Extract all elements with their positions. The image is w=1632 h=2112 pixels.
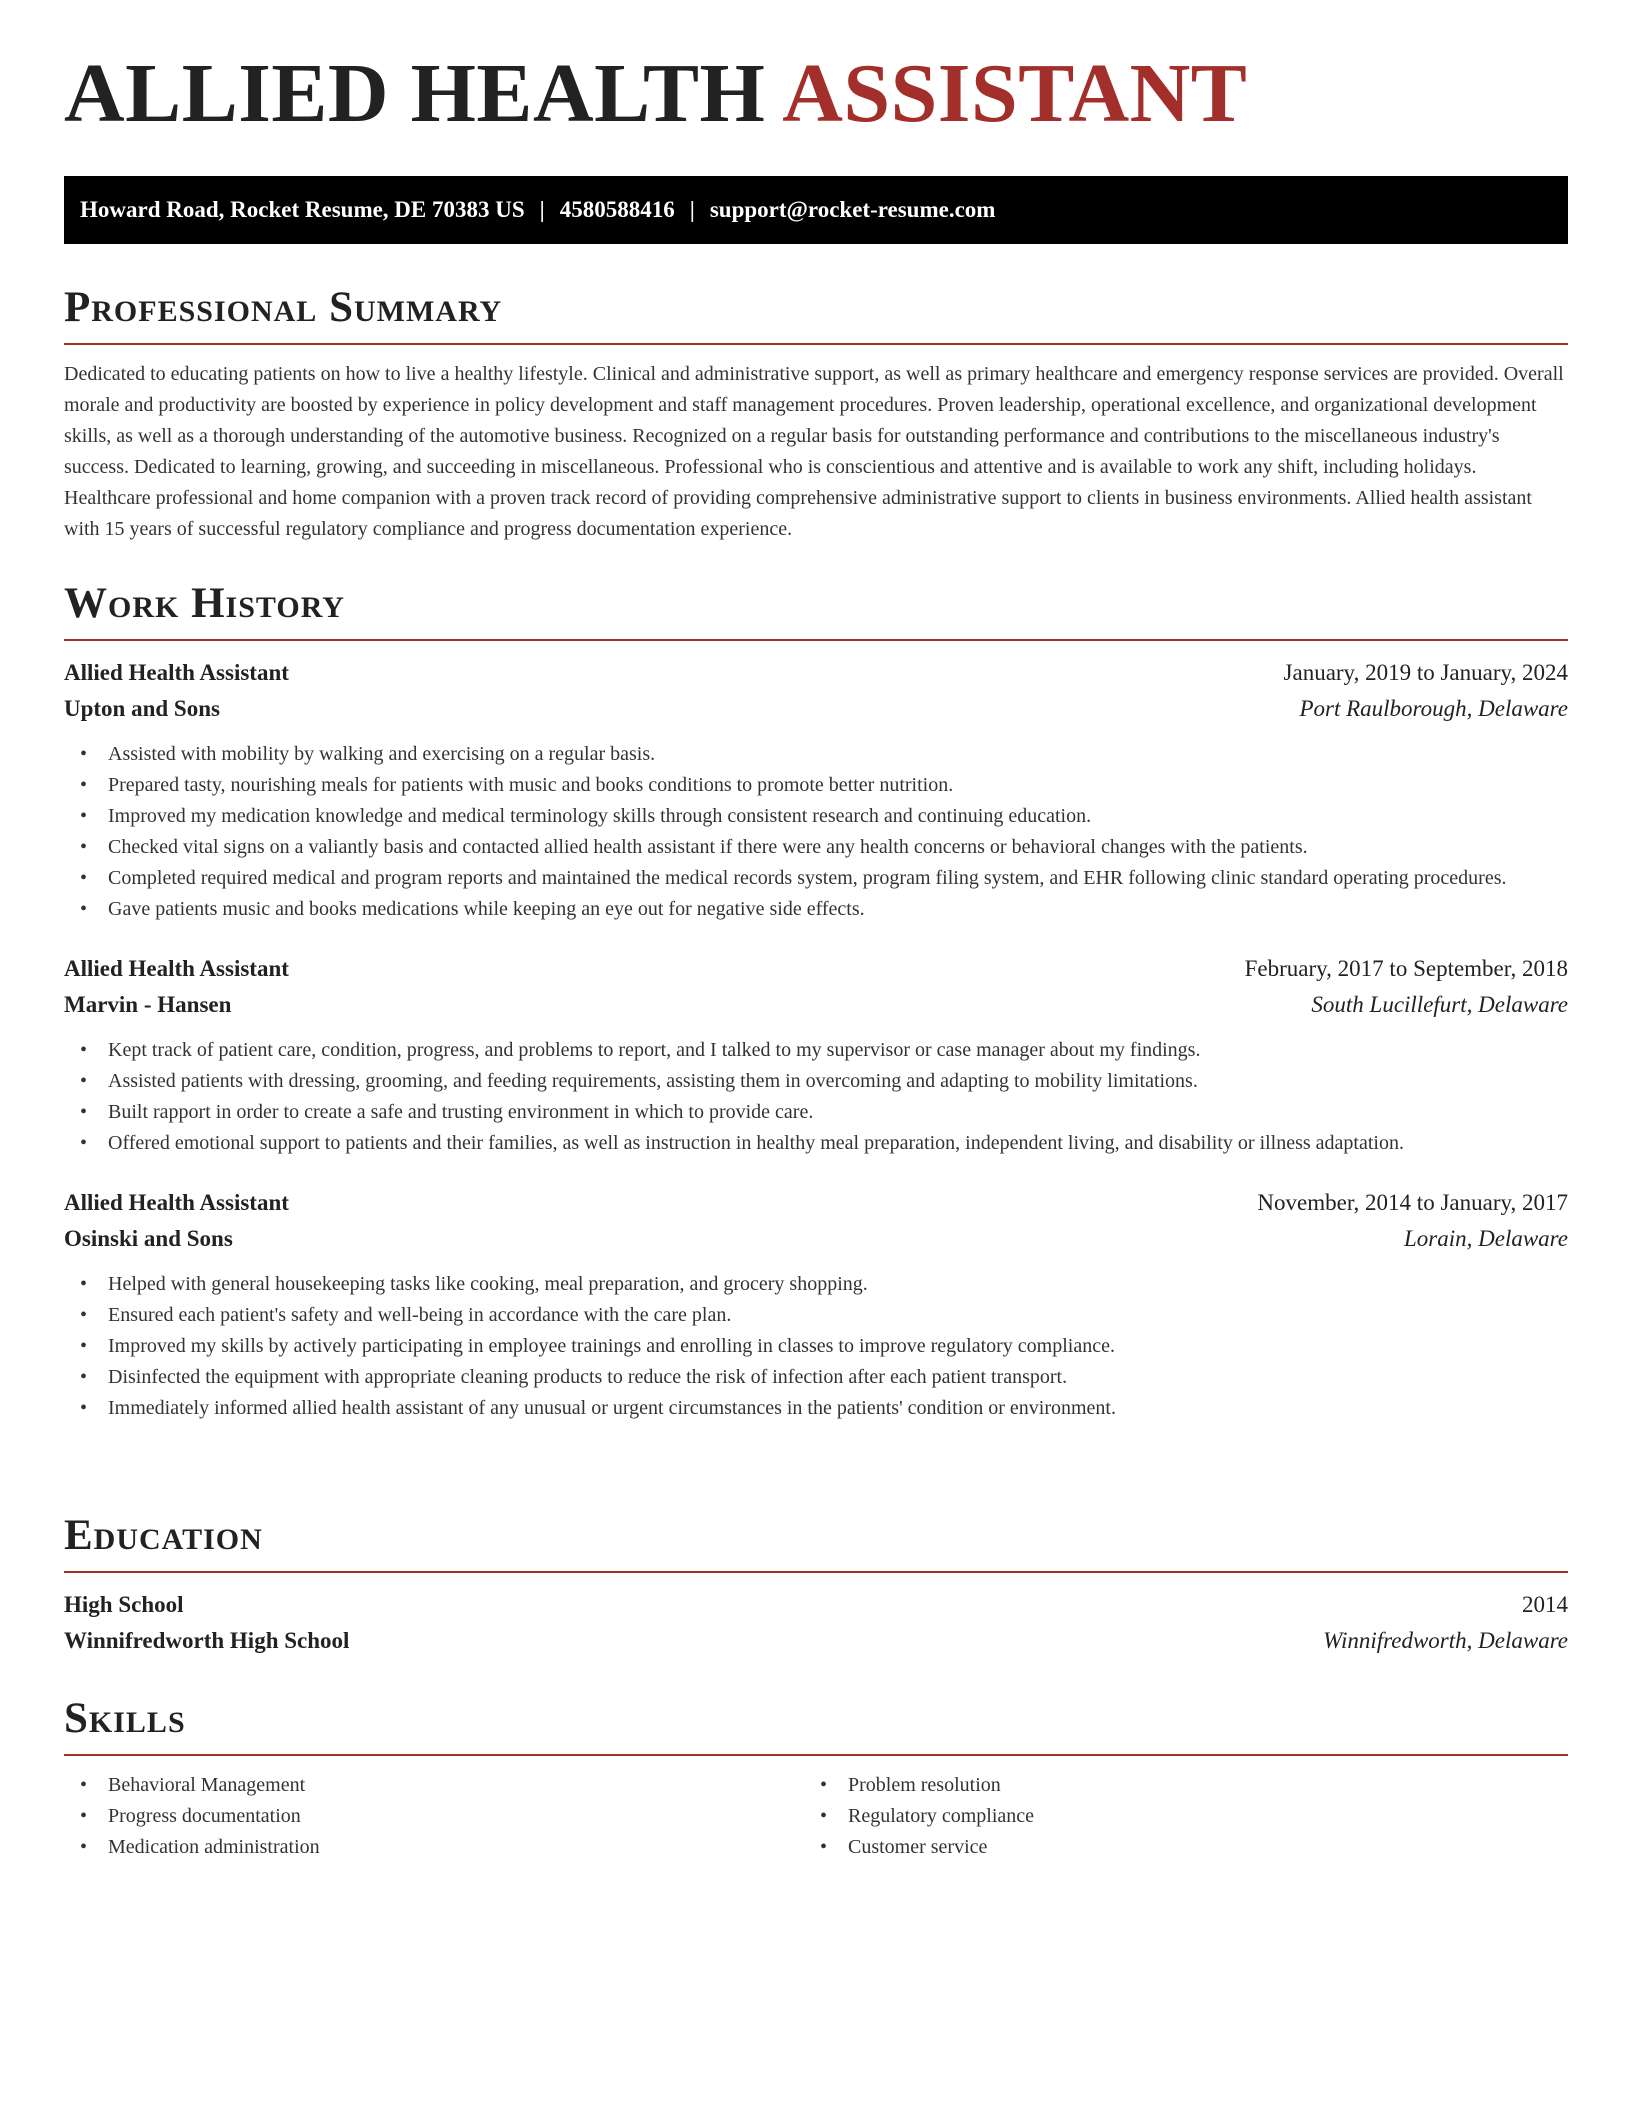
- job-dates: November, 2014 to January, 2017: [1257, 1190, 1568, 1215]
- list-item: • Built rapport in order to create a safe and trusting environment in which to provide care.: [64, 1097, 1568, 1128]
- skill-item: • Behavioral Management: [64, 1770, 804, 1801]
- list-item: • Completed required medical and program reports and maintained the medical records system, program filing system, and EHR following clinic standard operating procedures.: [64, 863, 1568, 894]
- list-item: • Assisted with mobility by walking and exercising on a regular basis.: [64, 739, 1568, 770]
- list-item: • Assisted patients with dressing, grooming, and feeding requirements, assisting them in overcoming and adapting to mobility limitations.: [64, 1066, 1568, 1097]
- contact-bar: [64, 176, 1568, 244]
- education-school: Winnifredworth High School: [64, 1628, 350, 1653]
- skill-item: • Medication administration: [64, 1832, 804, 1863]
- job-entry: [64, 1185, 1568, 1424]
- contact-address: Howard Road, Rocket Resume, DE 70383 US: [80, 197, 525, 222]
- skill-item: • Regulatory compliance: [804, 1801, 1544, 1832]
- list-item: • Offered emotional support to patients and their families, as well as instruction in healthy meal preparation, independent living, and disability or illness adaptation.: [64, 1128, 1568, 1159]
- list-item: • Improved my skills by actively participating in employee trainings and enrolling in classes to improve regulatory compliance.: [64, 1331, 1568, 1362]
- job-company-row: [64, 691, 1568, 727]
- job-role: Allied Health Assistant: [64, 956, 289, 981]
- contact-phone: 4580588416: [559, 197, 675, 222]
- name-part-2: ASSISTANT: [782, 47, 1248, 140]
- job-header-row: [64, 1185, 1568, 1221]
- job-entry: [64, 951, 1568, 1159]
- job-bullets: [64, 1269, 1568, 1424]
- job-location: Port Raulborough, Delaware: [1299, 696, 1568, 721]
- work-history-section: [64, 582, 1568, 1424]
- job-company-row: [64, 987, 1568, 1023]
- skill-item: • Progress documentation: [64, 1801, 804, 1832]
- skill-item: • Problem resolution: [804, 1770, 1544, 1801]
- job-company-row: [64, 1221, 1568, 1257]
- job-company: Marvin - Hansen: [64, 992, 232, 1017]
- education-header-row: [64, 1587, 1568, 1623]
- job-header-row: [64, 655, 1568, 691]
- contact-separator: |: [689, 197, 695, 222]
- list-item: • Checked vital signs on a valiantly basis and contacted allied health assistant if there were any health concerns or behavioral changes with the patients.: [64, 832, 1568, 863]
- job-role: Allied Health Assistant: [64, 660, 289, 685]
- list-item: • Gave patients music and books medications while keeping an eye out for negative side effects.: [64, 894, 1568, 925]
- list-item: • Kept track of patient care, condition, progress, and problems to report, and I talked to my supervisor or case manager about my findings.: [64, 1035, 1568, 1066]
- job-company: Upton and Sons: [64, 696, 220, 721]
- summary-section: [64, 286, 1568, 545]
- skills-heading: Skills: [64, 1697, 1568, 1756]
- education-heading: Education: [64, 1514, 1568, 1573]
- job-company: Osinski and Sons: [64, 1226, 233, 1251]
- skills-list-left: [64, 1770, 804, 1863]
- contact-separator: |: [539, 197, 545, 222]
- job-bullets: [64, 1035, 1568, 1159]
- job-role: Allied Health Assistant: [64, 1190, 289, 1215]
- resume-name: [64, 47, 1248, 140]
- education-entry: [64, 1587, 1568, 1659]
- list-item: • Helped with general housekeeping tasks like cooking, meal preparation, and grocery shopping.: [64, 1269, 1568, 1300]
- list-item: • Ensured each patient's safety and well-being in accordance with the care plan.: [64, 1300, 1568, 1331]
- skills-columns: [64, 1770, 1568, 1863]
- job-bullets: [64, 739, 1568, 925]
- education-year: 2014: [1522, 1592, 1568, 1617]
- job-location: Lorain, Delaware: [1404, 1226, 1568, 1251]
- education-section: [64, 1514, 1568, 1659]
- list-item: • Prepared tasty, nourishing meals for patients with music and books conditions to promote better nutrition.: [64, 770, 1568, 801]
- contact-email: support@rocket-resume.com: [709, 197, 996, 222]
- list-item: • Improved my medication knowledge and medical terminology skills through consistent research and continuing education.: [64, 801, 1568, 832]
- skills-list-right: [804, 1770, 1544, 1863]
- job-location: South Lucillefurt, Delaware: [1311, 992, 1568, 1017]
- name-part-1: ALLIED HEALTH: [64, 47, 766, 140]
- list-item: • Immediately informed allied health assistant of any unusual or urgent circumstances in the patients' condition or environment.: [64, 1393, 1568, 1424]
- education-location: Winnifredworth, Delaware: [1323, 1628, 1568, 1653]
- job-header-row: [64, 951, 1568, 987]
- summary-text: Dedicated to educating patients on how to live a healthy lifestyle. Clinical and administrative support, as well as primary healthcare and emergency response services are provided. Overall morale and productivity are boosted by experience in policy development and staff management procedures. Proven leadership, operational excellence, and organizational development skills, as well as a thorough understanding of the automotive business. Recognized on a regular basis for outstanding performance and contributions to the miscellaneous industry's success. Dedicated to learning, growing, and succeeding in miscellaneous. Professional who is conscientious and attentive and is available to work any shift, including holidays. Healthcare professional and home companion with a proven track record of providing comprehensive administrative support to clients in business environments. Allied health assistant with 15 years of successful regulatory compliance and progress documentation experience.: [64, 363, 1564, 540]
- skills-section: [64, 1697, 1568, 1863]
- list-item: • Disinfected the equipment with appropriate cleaning products to reduce the risk of infection after each patient transport.: [64, 1362, 1568, 1393]
- education-degree: High School: [64, 1592, 184, 1617]
- summary-heading: Professional Summary: [64, 286, 1568, 345]
- work-history-heading: Work History: [64, 582, 1568, 641]
- education-school-row: [64, 1623, 1568, 1659]
- job-dates: January, 2019 to January, 2024: [1283, 660, 1568, 685]
- job-dates: February, 2017 to September, 2018: [1244, 956, 1568, 981]
- job-entry: [64, 655, 1568, 925]
- skill-item: • Customer service: [804, 1832, 1544, 1863]
